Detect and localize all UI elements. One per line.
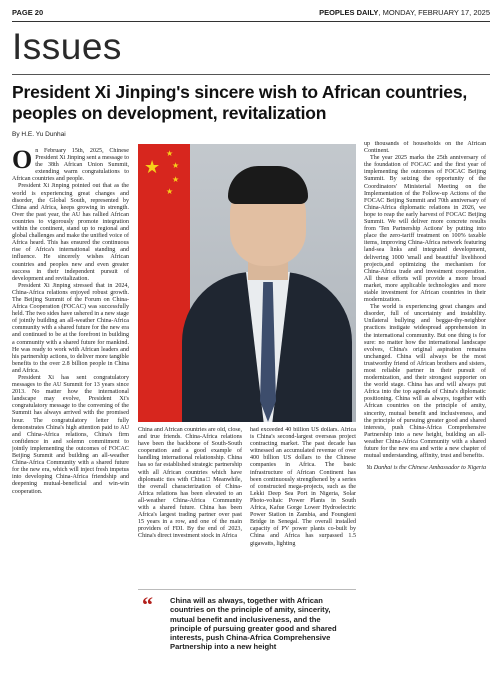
- author-signature: Yu Dunhai is the Chinese Ambassador to Nigeria: [366, 465, 486, 472]
- publication-name: PEOPLES DAILY: [319, 8, 379, 17]
- article-column-4: [364, 141, 486, 681]
- page-number: PAGE 20: [12, 8, 44, 17]
- paragraph: The world is experiencing great changes and disorder, full of uncertainty and instability. Unilateral bullying and beggar-thy-neighbor practices instigate widespread apprehension in the international community. But one thing is for sure: no matter how the international landscape evolves, China's original aspiration remains unchanged. China will always be the most trustworthy friend of African brothers and sisters, most reliable partner in their pursuit of modernization, and their strongest supporter on the world stage. China has and will always put Africa into the top agenda of China's diplomatic positioning. China will as always, together with African countries on the principle of amity, sincerity, mutual benefit and inclusiveness, and the principle of pursuing greater good and shared interests, push China-Africa Comprehensive Partnership into a new height, building an all-weather China-Africa Community with a shared future for the new era and write a new chapter of mutual understanding, affinity, trust and benefits.: [364, 304, 486, 460]
- flag-star-icon: ★: [172, 175, 180, 184]
- hair: [228, 166, 308, 204]
- portrait-photo: [138, 144, 356, 422]
- paragraph: The year 2025 marks the 25th anniversary of the foundation of FOCAC and the first year of implementing the outcomes of FOCAC Beijing Summit. By seizing the opportunity of the Coordinators' Ministerial Meeting on the Implementation of the Follow-up Actions of the FOCAC Beijing Summit and 70th anniversary of China-Africa diplomatic relations in 2026, we hope to reap the early harvest of FOCAC Beijing Summit. We will deliver more concrete results from 'Ten Partnership Actions' by putting into place the zero-tariff treatment on 100% taxable items, improving China-Africa network featuring land-sea links and integrated development, delivering 1000 'small and beautiful' livelihood projects,and optimizing the mechanism for China-Africa trade and investment cooperation. All these efforts will provide a more broad market, more applicable technologies and more stable investment for African countries in their modernization.: [364, 155, 486, 304]
- section-divider: [12, 74, 490, 75]
- paragraph: had exceeded 40 billion US dollars. Africa is China's second-largest overseas project contracting market. The past decade has witnessed an accumulated revenue of over 400 billion US dollars to the Chinese companies in Africa. The basic infrastructure of African Continent has been continuously strengthened by a series of constructed mega-projects, such as the Lekki Deep Sea Port in Nigeria, Solar Photo-voltaic Power Plants in South Africa, Kafue Gorge Lower Hydroelectric Power Station in Zambia, and Foungieni Bridge in Senegal. The overall installed capacity of PV power plants co-built by China and Africa has surpassed 1.5 gigawatts, lighting: [250, 427, 356, 547]
- paragraph: China and African countries are old, close, and true friends. China-Africa relations have been the backbone of South-South cooperation and a good example of handling international relationship. China has so far established strategic partnership with all African countries which have diplomatic ties with China□ Meanwhile, the overall characterization of China-Africa relations has been elevated to an all-weather China-Africa Community with a shared future. China has been Africa's largest trading partner over past 15 years in a row, and one of the main providers of FDI. By the end of 2023, China's direct investment stock in Africa: [138, 427, 242, 540]
- article-column-1: [12, 148, 129, 668]
- article-byline: By H.E. Yu Dunhai: [12, 131, 66, 138]
- pull-quote: [138, 589, 356, 652]
- masthead: [319, 8, 490, 17]
- article-column-2: [138, 427, 242, 585]
- paragraph: [12, 148, 129, 183]
- drop-cap: O: [12, 148, 33, 174]
- paragraph-text: n February 15th, 2025, Chinese President Xi Jinping sent a message to the 38th African Union Summit, extending warm congratulations to African countries and people.: [12, 148, 129, 183]
- paragraph: President Xi has sent congratulatory messages to the AU Summit for 13 years since 2013. No matter how the international landscape may evolve, President Xi's congratulatory message to the convening of the Summit has always arrived with the promised hour. The congratulatory letter fully demonstrates China's high attention paid to AU and China-Africa relations, China's firm confidence in and solemn commitment to jointly implementing the outcomes of FOCAC Beijing Summit and building an all-weather China-Africa Community with a shared future for the new era, which will inject fresh impetus into developing China-Africa friendship and deepening mutual-beneficial and win-win cooperation.: [12, 375, 129, 495]
- flag-star-icon: ★: [172, 161, 180, 170]
- pull-quote-text: China will as always, together with African countries on the principle of amity, sincerity, mutual benefit and inclusiveness, and the principle of pursuing greater good and shared interests, push China-Africa Comprehensive Partnership into a new height: [170, 596, 337, 652]
- flag-star-icon: ★: [166, 187, 174, 196]
- quote-mark-icon: “: [142, 592, 153, 617]
- paragraph: President Xi Jinping stressed that in 2024, China-Africa relations enjoyed robust growth. The Beijing Summit of the Forum on China-Africa Cooperation (FOCAC) was successfully held. The two sides have ushered in a new stage of jointly building an all-weather China-Africa community with a shared future for the new era and continued to be at the forefront in building a community with a shared future for mankind. He was ready to work with African leaders and his partnership actions, to deliver more tangible benefits to the over 2.8 billion people in China and Africa.: [12, 282, 129, 374]
- flag-star-icon: ★: [166, 149, 174, 158]
- article-column-3: [250, 427, 356, 585]
- issue-date: , MONDAY, FEBRUARY 17, 2025: [378, 8, 490, 17]
- article-headline: President Xi Jinping's sincere wish to African countries, peoples on development, revitalization: [12, 82, 468, 123]
- paragraph: President Xi Jinping pointed out that as the world is experiencing great changes and disorder, the Global South, represented by China and Africa, keeps growing in strength. Over the past year, the AU has rallied African countries to vigorously promote integration within the continent, stand up to regional and global challenges and make the unified voice of Africa heard. This has ensured the continuous rise of Africa's international standing and influence. He sincerely wishes African countries and peoples new and even greater success in their independent pursuit of development and revitalization.: [12, 183, 129, 282]
- section-title: Issues: [12, 26, 122, 67]
- page-header: [12, 6, 490, 22]
- paragraph: up thousands of households on the African Continent.: [364, 141, 486, 155]
- flag-star-icon: ★: [144, 157, 161, 177]
